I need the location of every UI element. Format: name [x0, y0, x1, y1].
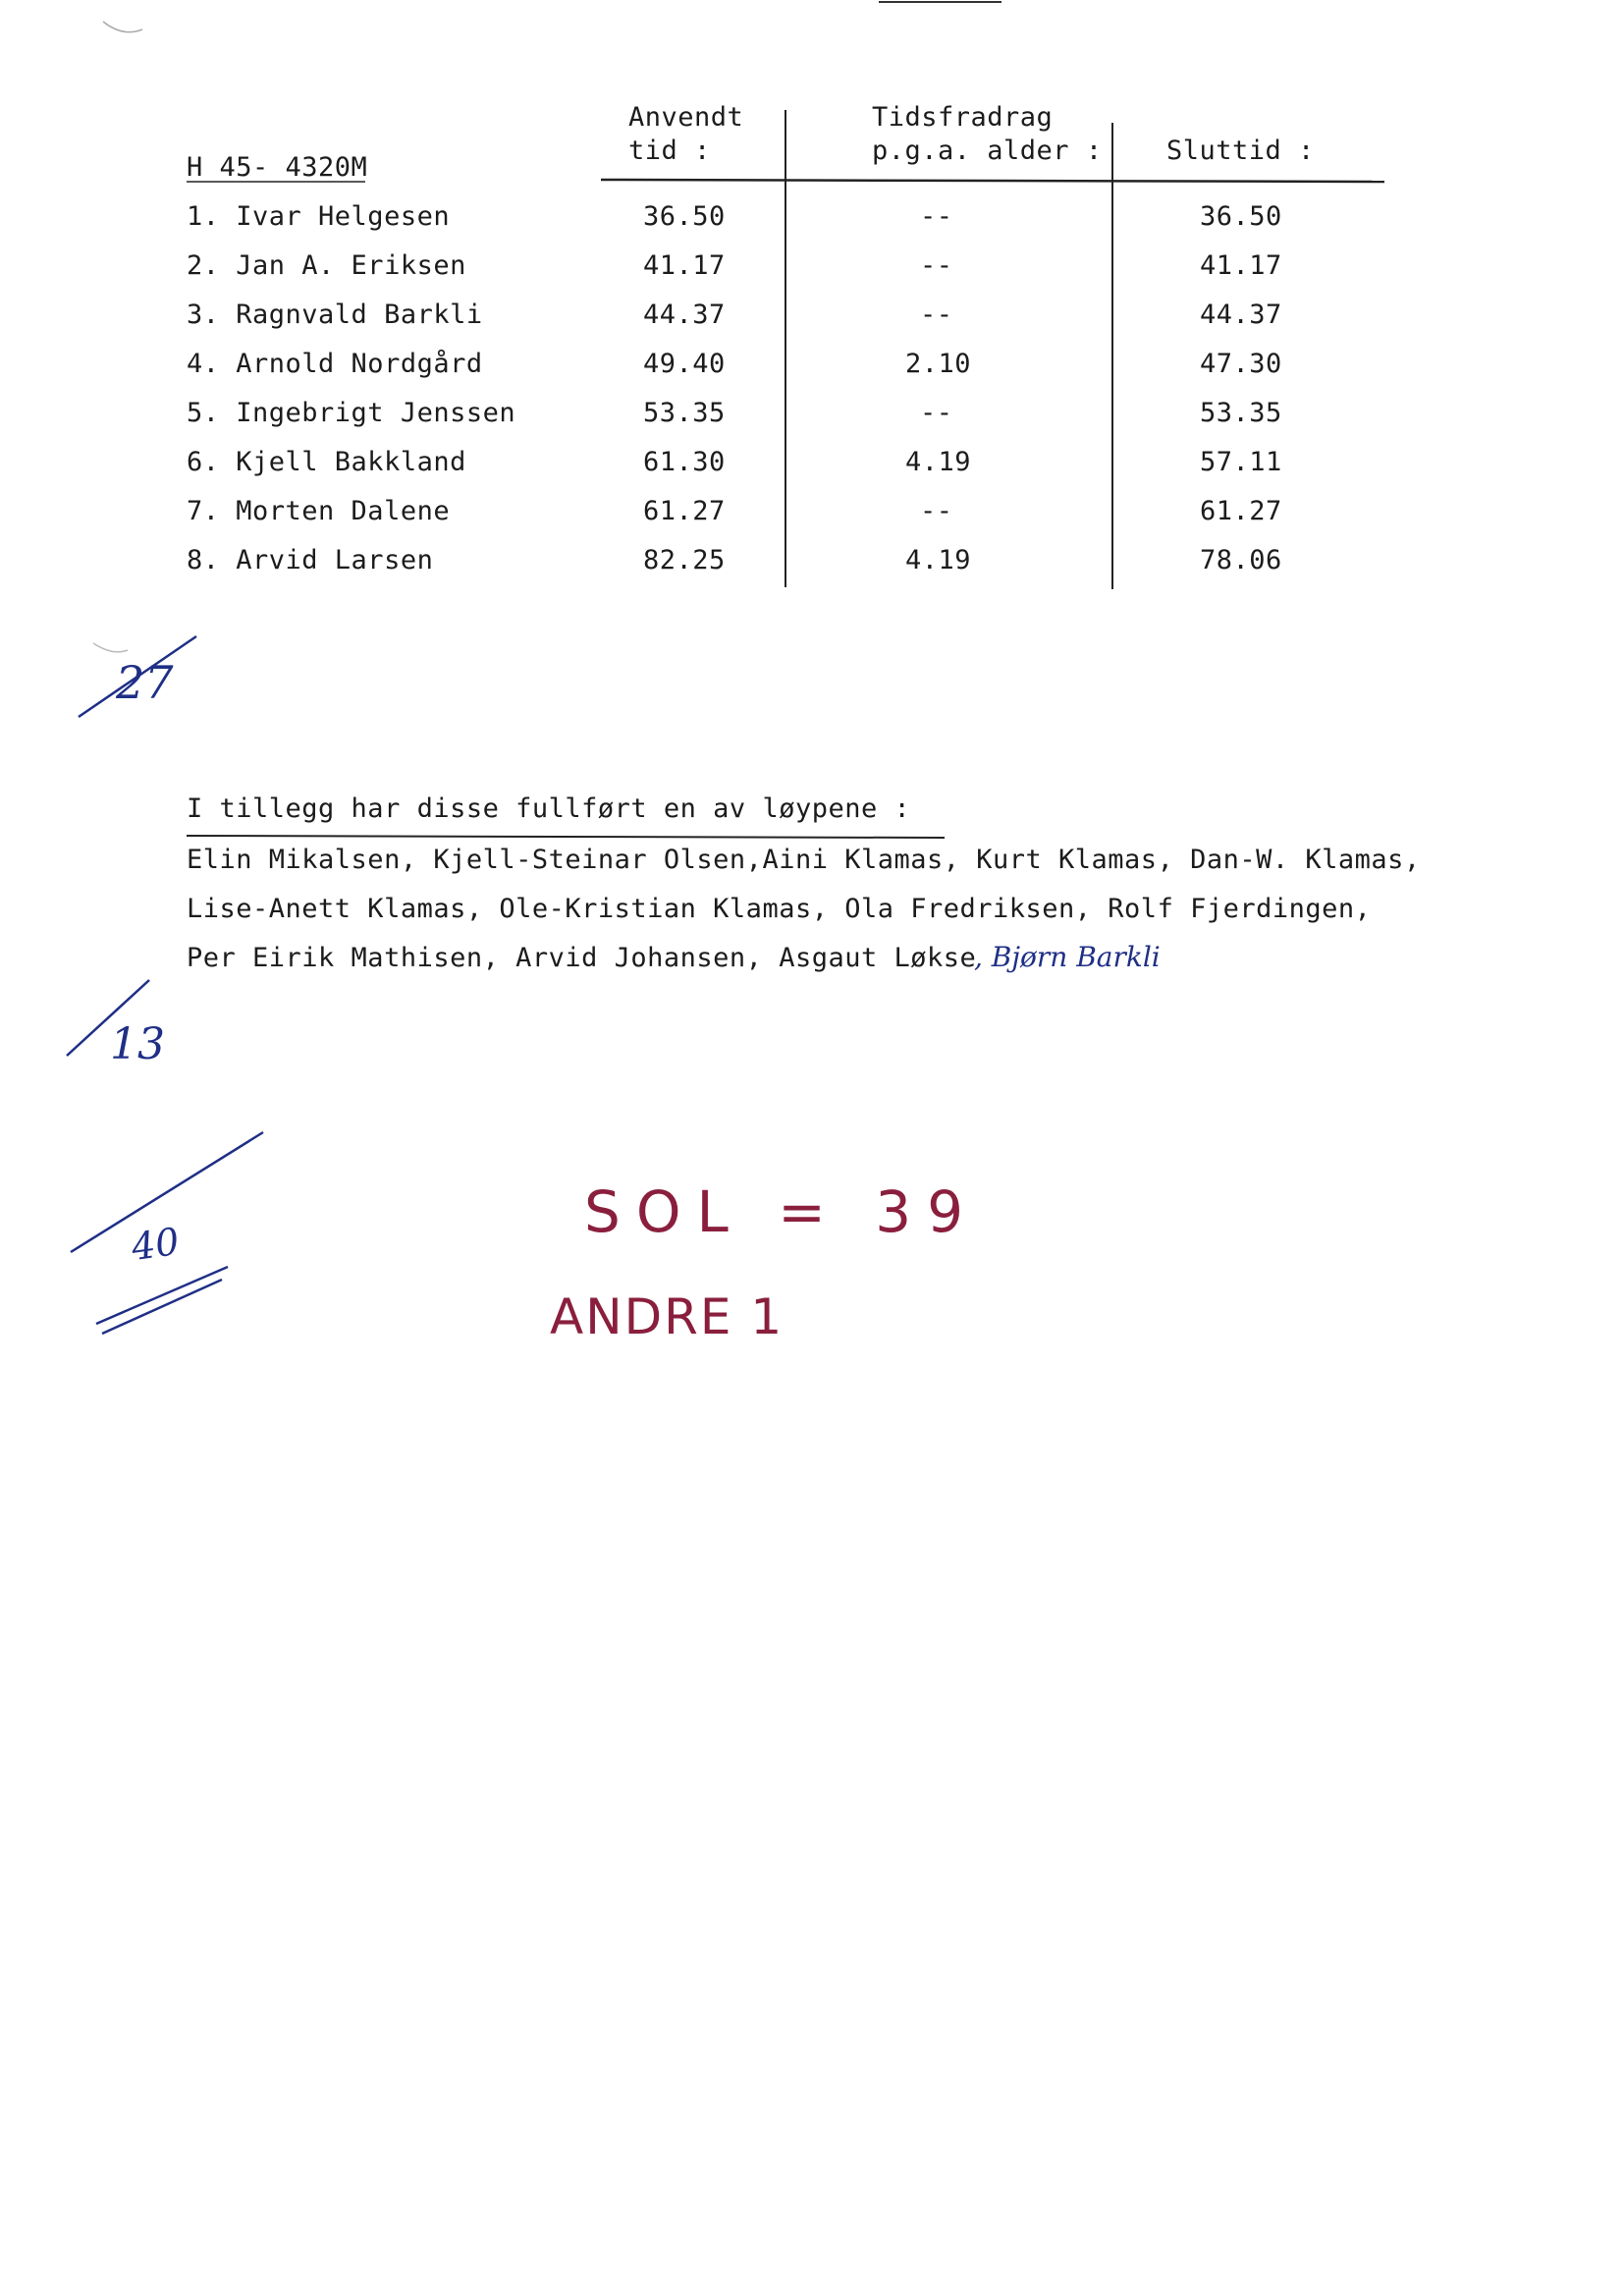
row-anvendt: 53.35 — [643, 398, 726, 428]
tally-27: 27 — [116, 656, 174, 709]
andre-count: ANDRE 1 — [550, 1288, 785, 1345]
row-place-name: 2. Jan A. Eriksen — [187, 250, 466, 281]
sol-count: SOL = 39 — [584, 1178, 980, 1245]
header-fradrag-line2: p.g.a. alder : — [872, 136, 1103, 166]
edge-mark — [93, 643, 128, 652]
header-rule — [601, 180, 1384, 182]
row-sluttid: 44.37 — [1200, 300, 1282, 330]
row-sluttid: 36.50 — [1200, 201, 1282, 232]
row-anvendt: 49.40 — [643, 349, 726, 379]
row-anvendt: 82.25 — [643, 545, 726, 575]
row-anvendt: 61.27 — [643, 496, 726, 526]
class-label: H 45- 4320M — [187, 152, 368, 183]
additional-heading-underline — [187, 836, 945, 838]
tally-underline-b — [102, 1280, 222, 1334]
header-sluttid: Sluttid : — [1166, 136, 1315, 166]
row-anvendt: 44.37 — [643, 300, 726, 330]
tally-underline-a — [96, 1267, 228, 1324]
row-place-name: 3. Ragnvald Barkli — [187, 300, 483, 330]
header-fradrag-line1: Tidsfradrag — [872, 102, 1054, 133]
row-place-name: 7. Morten Dalene — [187, 496, 451, 526]
tally-40: 40 — [129, 1219, 183, 1270]
row-anvendt: 41.17 — [643, 250, 726, 281]
handwritten-addition: , Bjørn Barkli — [974, 941, 1161, 973]
edge-mark — [103, 22, 142, 32]
row-fradrag: -- — [920, 496, 953, 526]
additional-line-3: Per Eirik Mathisen, Arvid Johansen, Asgaut Løkse — [187, 943, 977, 973]
row-fradrag: -- — [920, 398, 953, 428]
row-fradrag: -- — [920, 300, 953, 330]
header-anvendt-line1: Anvendt — [628, 102, 744, 133]
row-sluttid: 57.11 — [1200, 447, 1282, 477]
row-place-name: 4. Arnold Nordgård — [187, 349, 483, 379]
row-fradrag: -- — [920, 201, 953, 232]
row-place-name: 1. Ivar Helgesen — [187, 201, 451, 232]
row-place-name: 5. Ingebrigt Jenssen — [187, 398, 516, 428]
row-sluttid: 53.35 — [1200, 398, 1282, 428]
row-sluttid: 61.27 — [1200, 496, 1282, 526]
additional-line-2: Lise-Anett Klamas, Ole-Kristian Klamas, Ola Fredriksen, Rolf Fjerdingen, — [187, 894, 1372, 924]
row-fradrag: 2.10 — [905, 349, 972, 379]
row-sluttid: 47.30 — [1200, 349, 1282, 379]
additional-heading: I tillegg har disse fullført en av løypene : — [187, 793, 911, 824]
row-anvendt: 61.30 — [643, 447, 726, 477]
row-place-name: 6. Kjell Bakkland — [187, 447, 466, 477]
additional-line-1: Elin Mikalsen, Kjell-Steinar Olsen,Aini Klamas, Kurt Klamas, Dan-W. Klamas, — [187, 845, 1421, 875]
header-anvendt-line2: tid : — [628, 136, 711, 166]
tally-13: 13 — [110, 1019, 165, 1069]
row-fradrag: -- — [920, 250, 953, 281]
row-anvendt: 36.50 — [643, 201, 726, 232]
row-sluttid: 78.06 — [1200, 545, 1282, 575]
row-fradrag: 4.19 — [905, 545, 972, 575]
row-fradrag: 4.19 — [905, 447, 972, 477]
row-place-name: 8. Arvid Larsen — [187, 545, 434, 575]
row-sluttid: 41.17 — [1200, 250, 1282, 281]
